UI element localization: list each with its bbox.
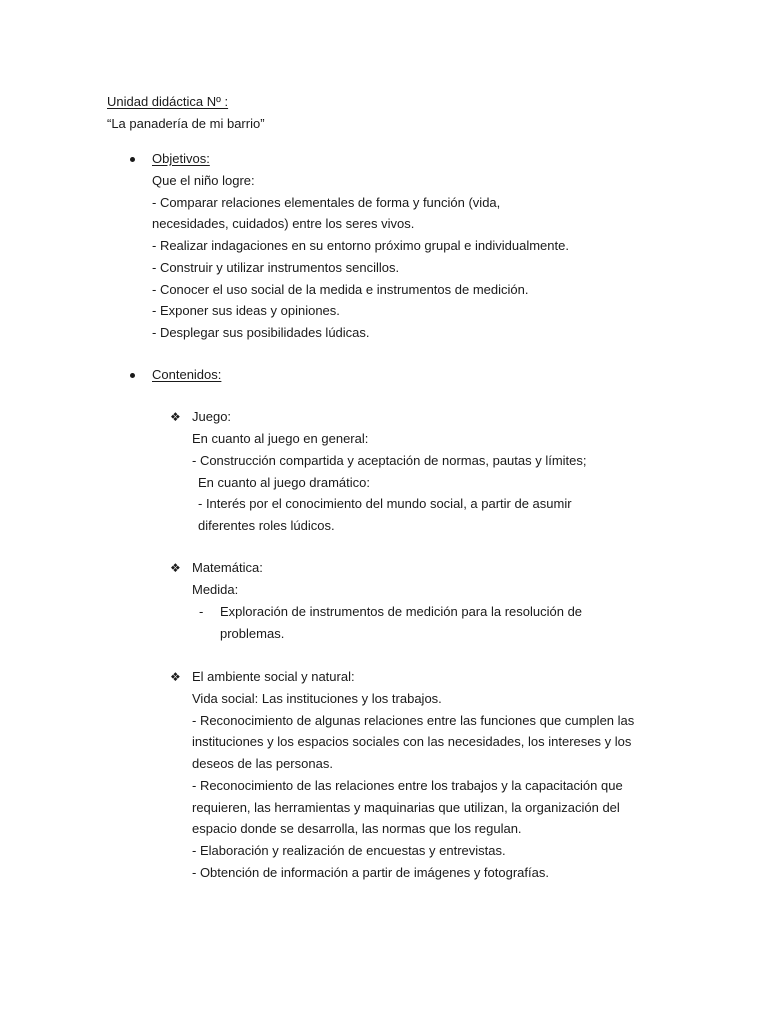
ambiente-line: - Reconocimiento de las relaciones entre los trabajos y la capacitación que: [192, 778, 623, 793]
juego-heading: Juego:: [192, 409, 232, 424]
juego-line: En cuanto al juego dramático:: [198, 475, 370, 490]
bullet-dot-icon: [130, 373, 135, 378]
diamond-bullet-icon: ❖: [170, 561, 181, 575]
ambiente-line: Vida social: Las instituciones y los trabajos.: [192, 691, 442, 706]
juego-line: En cuanto al juego en general:: [192, 431, 369, 446]
juego-line: - Interés por el conocimiento del mundo social, a partir de asumir: [198, 496, 572, 511]
matematica-item: Exploración de instrumentos de medición para la resolución de: [220, 604, 583, 619]
objetivos-heading: Objetivos:: [152, 151, 210, 166]
objetivo-item: - Construir y utilizar instrumentos sencillos.: [152, 260, 400, 275]
matematica-heading: Matemática:: [192, 560, 263, 575]
ambiente-line: - Elaboración y realización de encuestas y entrevistas.: [192, 843, 506, 858]
bullet-dot-icon: [130, 157, 135, 162]
matematica-item: problemas.: [220, 626, 285, 641]
contenidos-heading: Contenidos:: [152, 367, 222, 382]
ambiente-line: - Obtención de información a partir de imágenes y fotografías.: [192, 865, 549, 880]
ambiente-heading: El ambiente social y natural:: [192, 669, 355, 684]
matematica-sub: Medida:: [192, 582, 239, 597]
juego-line: - Construcción compartida y aceptación de normas, pautas y límites;: [192, 453, 587, 468]
ambiente-line: deseos de las personas.: [192, 756, 333, 771]
objetivo-item: necesidades, cuidados) entre los seres vivos.: [152, 216, 415, 231]
document-title: “La panadería de mi barrio”: [107, 116, 265, 131]
ambiente-line: - Reconocimiento de algunas relaciones entre las funciones que cumplen las: [192, 713, 635, 728]
diamond-bullet-icon: ❖: [170, 670, 181, 684]
objetivo-item: - Exponer sus ideas y opiniones.: [152, 303, 340, 318]
objetivo-item: - Desplegar sus posibilidades lúdicas.: [152, 325, 370, 340]
ambiente-line: instituciones y los espacios sociales con las necesidades, los intereses y los: [192, 734, 632, 749]
dash-marker: -: [199, 604, 204, 619]
ambiente-line: requieren, las herramientas y maquinarias que utilizan, la organización del: [192, 800, 620, 815]
objetivo-item: - Comparar relaciones elementales de forma y función (vida,: [152, 195, 501, 210]
unit-label: Unidad didáctica Nº :: [107, 94, 229, 109]
objetivos-intro: Que el niño logre:: [152, 173, 255, 188]
juego-line: diferentes roles lúdicos.: [198, 518, 335, 533]
objetivo-item: - Realizar indagaciones en su entorno próximo grupal e individualmente.: [152, 238, 569, 253]
objetivo-item: - Conocer el uso social de la medida e instrumentos de medición.: [152, 282, 529, 297]
diamond-bullet-icon: ❖: [170, 410, 181, 424]
ambiente-line: espacio donde se desarrolla, las normas que los regulan.: [192, 821, 522, 836]
